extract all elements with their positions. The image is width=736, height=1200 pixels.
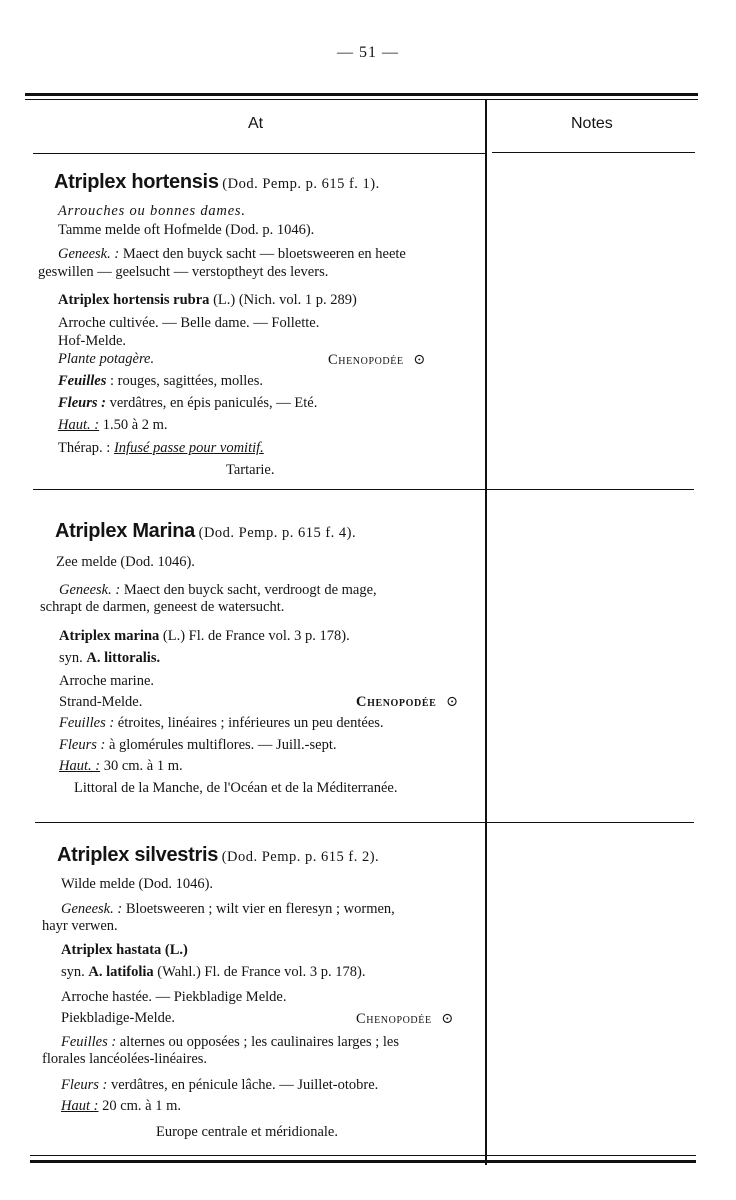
dutch-names: Zee melde (Dod. 1046). xyxy=(56,554,195,570)
column-header-at: At xyxy=(248,115,264,132)
fleurs-line xyxy=(58,395,317,411)
feuilles-line-2: florales lancéolées-linéaires. xyxy=(42,1051,208,1067)
french-names: Arroche cultivée. — Belle dame. — Follette. xyxy=(58,315,320,331)
column-divider xyxy=(485,100,487,1165)
geneesk-label: Geneesk. : xyxy=(58,246,120,262)
fleurs-text: verdâtres, en pénicule lâche. — Juillet-otobre. xyxy=(110,1077,379,1093)
feuilles-line xyxy=(59,715,384,731)
subspecies-line xyxy=(61,942,188,958)
annual-symbol: ⊙ xyxy=(413,352,426,368)
haut-text: 1.50 à 2 m. xyxy=(102,417,168,433)
annual-symbol: ⊙ xyxy=(441,1011,454,1027)
haut-label: Haut. : xyxy=(58,417,100,433)
fleurs-label: Fleurs : xyxy=(58,395,106,411)
synonym-line xyxy=(59,650,160,666)
haut-line xyxy=(59,758,183,774)
entry-title xyxy=(55,520,357,542)
haut-text: 20 cm. à 1 m. xyxy=(102,1098,182,1114)
haut-line xyxy=(58,417,168,433)
french-names: Arroche hastée. — Piekbladige Melde. xyxy=(61,989,287,1005)
distribution: Europe centrale et méridionale. xyxy=(156,1124,338,1140)
annual-symbol: ⊙ xyxy=(446,694,459,710)
entry-divider-2 xyxy=(35,822,694,823)
dodonaeus-reference: (Dod. Pemp. p. 615 f. 2). xyxy=(221,849,380,865)
family-name: Chenopodée xyxy=(356,694,437,710)
haut-line xyxy=(61,1098,181,1114)
dodonaeus-reference: (Dod. Pemp. p. 615 f. 4). xyxy=(198,525,357,541)
subspecies-reference: (L.) (Nich. vol. 1 p. 289) xyxy=(213,292,357,308)
latin-name: Atriplex Marina xyxy=(55,520,195,542)
fleurs-text: verdâtres, en épis paniculés, — Eté. xyxy=(109,395,318,411)
syn-reference: (Wahl.) Fl. de France vol. 3 p. 178). xyxy=(157,964,366,980)
therap-label: Thérap. : xyxy=(58,440,111,456)
latin-name: Atriplex silvestris xyxy=(57,844,219,866)
table-bottom-rule-thick xyxy=(30,1160,696,1163)
feuilles-line xyxy=(58,373,263,389)
geneesk-label: Geneesk. : xyxy=(61,901,123,917)
fleurs-label: Fleurs : xyxy=(59,737,106,753)
vernacular-names: Arrouches ou bonnes dames. xyxy=(58,203,246,219)
family-line xyxy=(356,694,458,710)
haut-text: 30 cm. à 1 m. xyxy=(103,758,183,774)
column-header-notes: Notes xyxy=(571,115,613,132)
table-top-rule-thick xyxy=(25,93,698,96)
entry-title xyxy=(54,171,380,193)
geneesk-text: Bloetsweeren ; wilt vier en fleresyn ; wormen, xyxy=(125,901,395,917)
latin-name: Atriplex hortensis xyxy=(54,171,219,193)
haut-label: Haut : xyxy=(61,1098,99,1114)
geneesk-line-2: hayr verwen. xyxy=(42,918,118,934)
feuilles-text: étroites, linéaires ; inférieures un peu dentées. xyxy=(117,715,384,731)
therap-text: Infusé passe pour vomitif. xyxy=(113,440,264,456)
header-bottom-rule-left xyxy=(33,153,485,154)
geneesk-text: Maect den buyck sacht, verdroogt de mage, xyxy=(123,582,377,598)
usage: Plante potagère. xyxy=(58,351,155,367)
geneesk-line-2: schrapt de darmen, geneest de watersucht. xyxy=(40,599,285,615)
family-line xyxy=(328,352,425,368)
origin: Tartarie. xyxy=(226,462,275,478)
fleurs-label: Fleurs : xyxy=(61,1077,108,1093)
subspecies-line xyxy=(59,628,350,644)
subspecies-name: Atriplex marina xyxy=(59,628,160,644)
therap-line xyxy=(58,440,264,456)
feuilles-label: Feuilles : xyxy=(59,715,115,731)
feuilles-line-1 xyxy=(61,1034,399,1050)
geneesk-line-1 xyxy=(61,901,395,917)
geneesk-label: Geneesk. : xyxy=(59,582,121,598)
subspecies-name: Atriplex hastata xyxy=(61,942,162,958)
feuilles-text: : rouges, sagittées, molles. xyxy=(109,373,263,389)
fleurs-line xyxy=(59,737,336,753)
family-name: Chenopodée xyxy=(356,1011,432,1027)
fleurs-line xyxy=(61,1077,378,1093)
feuilles-label: Feuilles xyxy=(58,373,107,389)
dutch-alt-name: Strand-Melde. xyxy=(59,694,143,710)
feuilles-label: Feuilles : xyxy=(61,1034,117,1050)
subspecies-reference: (L.) Fl. de France vol. 3 p. 178). xyxy=(162,628,350,644)
geneesk-line-2: geswillen — geelsucht — verstoptheyt des levers. xyxy=(38,264,329,280)
syn-label: syn. xyxy=(59,650,83,666)
syn-label: syn. xyxy=(61,964,85,980)
dutch-alt-name: Piekbladige-Melde. xyxy=(61,1010,175,1026)
entry-title xyxy=(57,844,380,866)
syn-name: A. littoralis. xyxy=(86,650,161,666)
subspecies-reference: (L.) xyxy=(164,942,188,958)
dutch-names: Tamme melde oft Hofmelde (Dod. p. 1046). xyxy=(58,222,315,238)
synonym-line xyxy=(61,964,366,980)
haut-label: Haut. : xyxy=(59,758,101,774)
entry-divider-1 xyxy=(33,489,694,490)
page-number: — 51 — xyxy=(337,44,399,61)
geneesk-line-1 xyxy=(58,246,406,262)
distribution: Littoral de la Manche, de l'Océan et de la Méditerranée. xyxy=(74,780,398,796)
dodonaeus-reference: (Dod. Pemp. p. 615 f. 1). xyxy=(222,176,380,192)
fleurs-text: à glomérules multiflores. — Juill.-sept. xyxy=(108,737,337,753)
syn-name: A. latifolia xyxy=(88,964,154,980)
header-bottom-rule-right xyxy=(492,152,695,153)
family-line xyxy=(356,1011,453,1027)
geneesk-text: Maect den buyck sacht — bloetsweeren en heete xyxy=(122,246,406,262)
subspecies-line xyxy=(58,292,357,308)
dutch-alt-name: Hof-Melde. xyxy=(58,333,127,349)
dutch-names: Wilde melde (Dod. 1046). xyxy=(61,876,214,892)
french-names: Arroche marine. xyxy=(59,673,155,689)
subspecies-name: Atriplex hortensis rubra xyxy=(58,292,210,308)
table-top-rule-thin xyxy=(25,99,698,100)
geneesk-line-1 xyxy=(59,582,377,598)
feuilles-text: alternes ou opposées ; les caulinaires larges ; les xyxy=(119,1034,399,1050)
table-bottom-rule-thin xyxy=(30,1155,696,1156)
family-name: Chenopodée xyxy=(328,352,404,368)
